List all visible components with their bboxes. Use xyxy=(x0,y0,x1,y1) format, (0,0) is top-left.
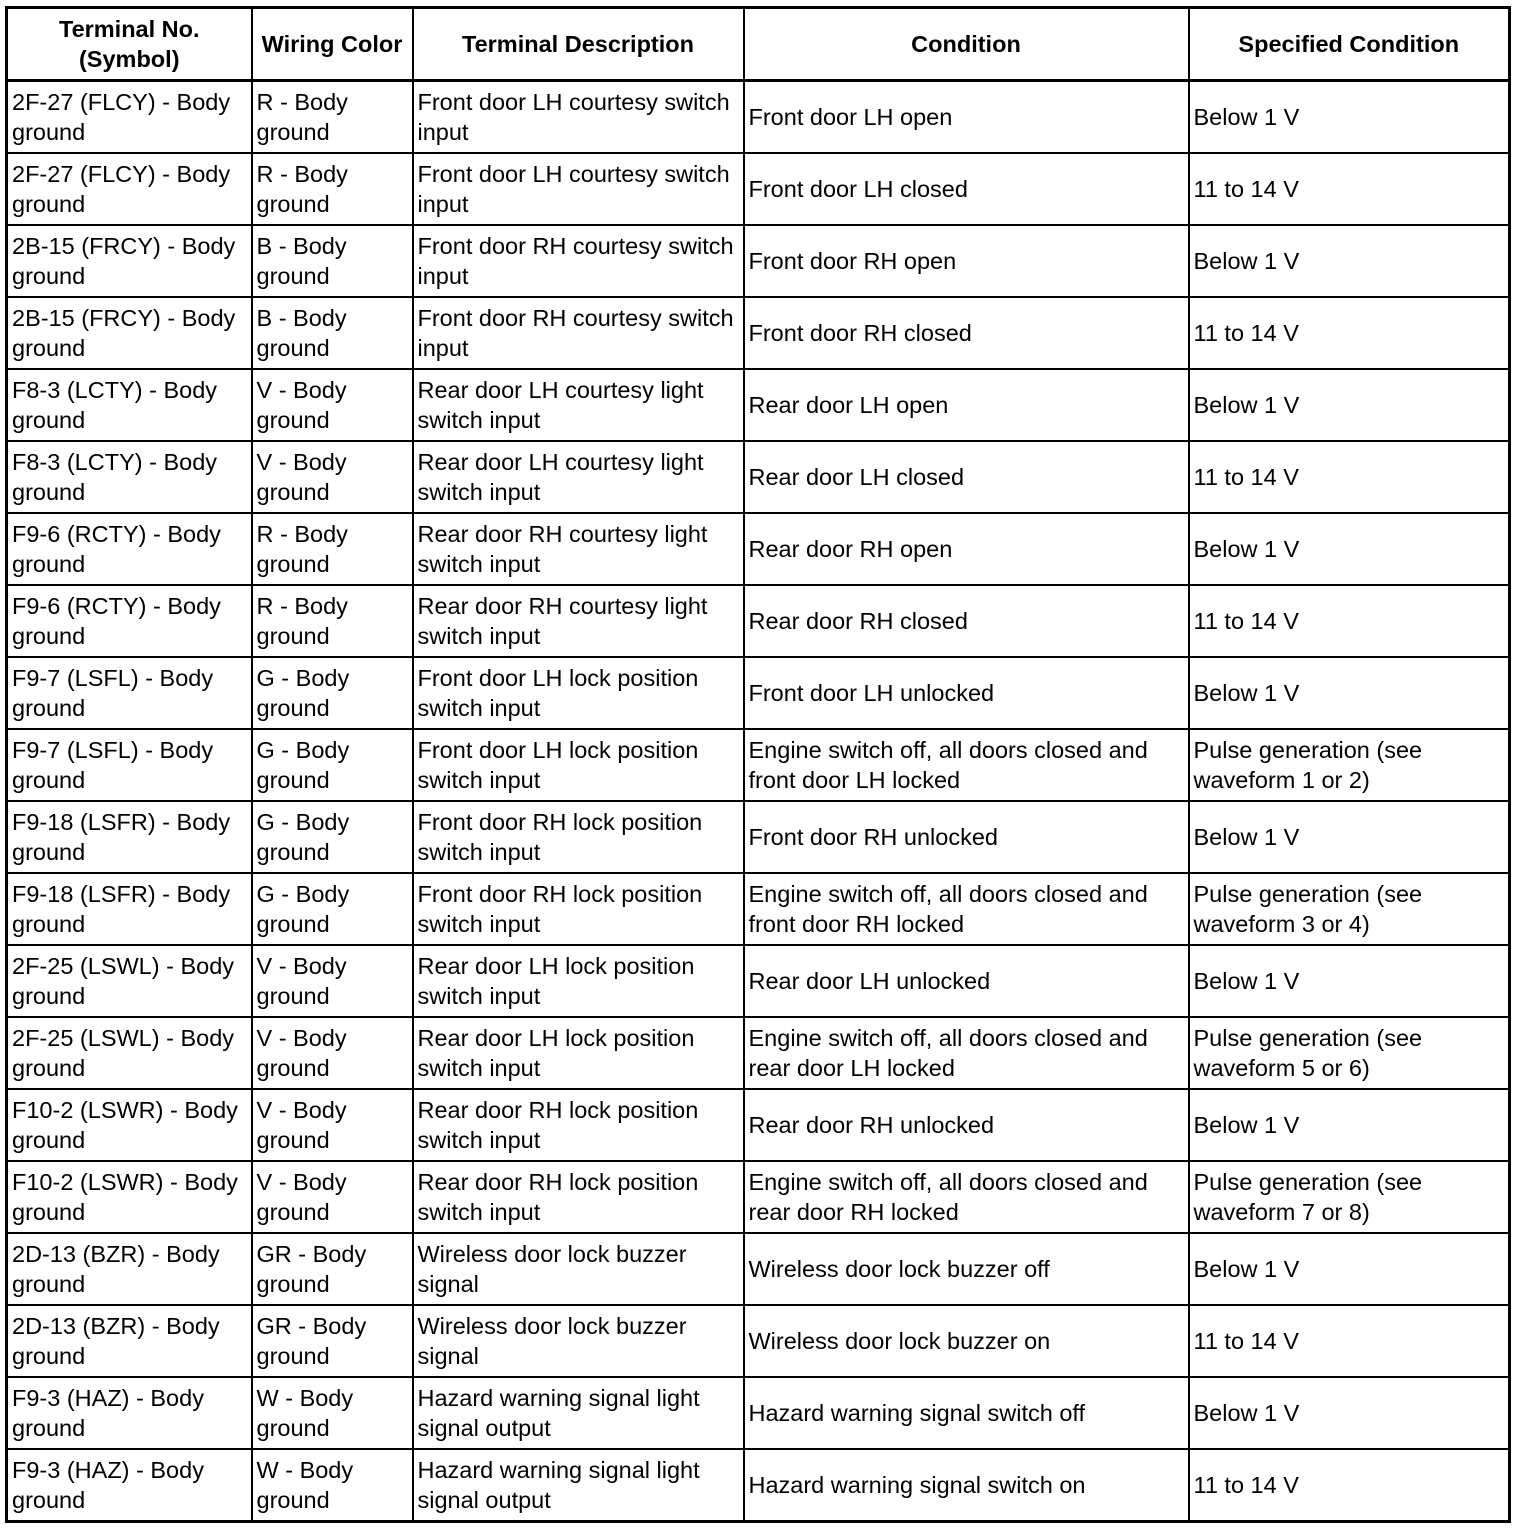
cell-specified: Below 1 V xyxy=(1189,225,1510,297)
cell-terminal: 2F-25 (LSWL) - Body ground xyxy=(7,945,252,1017)
cell-condition: Front door RH open xyxy=(744,225,1189,297)
cell-description: Rear door RH lock position switch input xyxy=(413,1089,744,1161)
cell-specified: Pulse generation (see waveform 7 or 8) xyxy=(1189,1161,1510,1233)
cell-terminal: F10-2 (LSWR) - Body ground xyxy=(7,1161,252,1233)
cell-description: Front door LH courtesy switch input xyxy=(413,81,744,154)
cell-condition: Front door RH closed xyxy=(744,297,1189,369)
cell-description: Rear door LH courtesy light switch input xyxy=(413,441,744,513)
table-row xyxy=(7,1089,1510,1161)
cell-terminal: F9-18 (LSFR) - Body ground xyxy=(7,873,252,945)
header-specified-condition: Specified Condition xyxy=(1189,8,1510,81)
cell-description: Front door RH courtesy switch input xyxy=(413,225,744,297)
cell-wiring-color: G - Body ground xyxy=(252,801,413,873)
cell-condition: Engine switch off, all doors closed and rear door RH locked xyxy=(744,1161,1189,1233)
table-row xyxy=(7,1449,1510,1522)
header-condition: Condition xyxy=(744,8,1189,81)
cell-specified: Below 1 V xyxy=(1189,513,1510,585)
cell-wiring-color: V - Body ground xyxy=(252,1161,413,1233)
cell-specified: 11 to 14 V xyxy=(1189,153,1510,225)
cell-specified: Below 1 V xyxy=(1189,657,1510,729)
cell-specified: 11 to 14 V xyxy=(1189,441,1510,513)
cell-terminal: F9-3 (HAZ) - Body ground xyxy=(7,1449,252,1522)
cell-wiring-color: GR - Body ground xyxy=(252,1233,413,1305)
cell-description: Front door LH lock position switch input xyxy=(413,729,744,801)
cell-specified: Below 1 V xyxy=(1189,801,1510,873)
header-wiring-color: Wiring Color xyxy=(252,8,413,81)
table-row xyxy=(7,1233,1510,1305)
cell-specified: Below 1 V xyxy=(1189,945,1510,1017)
header-terminal-no: Terminal No. (Symbol) xyxy=(7,8,252,81)
cell-specified: Below 1 V xyxy=(1189,1377,1510,1449)
cell-description: Rear door RH lock position switch input xyxy=(413,1161,744,1233)
cell-description: Hazard warning signal light signal output xyxy=(413,1449,744,1522)
cell-terminal: F9-7 (LSFL) - Body ground xyxy=(7,729,252,801)
cell-terminal: 2D-13 (BZR) - Body ground xyxy=(7,1305,252,1377)
table-body xyxy=(7,81,1510,1522)
table-row xyxy=(7,801,1510,873)
table-row xyxy=(7,369,1510,441)
cell-condition: Front door LH unlocked xyxy=(744,657,1189,729)
table-row xyxy=(7,297,1510,369)
cell-description: Rear door RH courtesy light switch input xyxy=(413,513,744,585)
table-row xyxy=(7,81,1510,154)
cell-terminal: F9-7 (LSFL) - Body ground xyxy=(7,657,252,729)
table-row xyxy=(7,513,1510,585)
header-row xyxy=(7,8,1510,81)
terminal-inspection-table xyxy=(5,6,1511,1523)
cell-description: Front door RH courtesy switch input xyxy=(413,297,744,369)
cell-wiring-color: R - Body ground xyxy=(252,585,413,657)
cell-terminal: F10-2 (LSWR) - Body ground xyxy=(7,1089,252,1161)
table-row xyxy=(7,873,1510,945)
cell-description: Hazard warning signal light signal output xyxy=(413,1377,744,1449)
cell-condition: Engine switch off, all doors closed and rear door LH locked xyxy=(744,1017,1189,1089)
cell-terminal: 2F-27 (FLCY) - Body ground xyxy=(7,81,252,154)
cell-condition: Front door LH closed xyxy=(744,153,1189,225)
header-terminal-description: Terminal Description xyxy=(413,8,744,81)
cell-description: Front door LH courtesy switch input xyxy=(413,153,744,225)
cell-specified: 11 to 14 V xyxy=(1189,297,1510,369)
cell-description: Rear door RH courtesy light switch input xyxy=(413,585,744,657)
cell-condition: Hazard warning signal switch on xyxy=(744,1449,1189,1522)
table-row xyxy=(7,1017,1510,1089)
cell-terminal: 2B-15 (FRCY) - Body ground xyxy=(7,225,252,297)
cell-wiring-color: V - Body ground xyxy=(252,1017,413,1089)
cell-specified: Below 1 V xyxy=(1189,369,1510,441)
cell-wiring-color: W - Body ground xyxy=(252,1377,413,1449)
cell-wiring-color: G - Body ground xyxy=(252,873,413,945)
cell-condition: Rear door LH unlocked xyxy=(744,945,1189,1017)
cell-condition: Rear door RH unlocked xyxy=(744,1089,1189,1161)
cell-wiring-color: V - Body ground xyxy=(252,1089,413,1161)
cell-terminal: 2F-25 (LSWL) - Body ground xyxy=(7,1017,252,1089)
cell-terminal: F9-6 (RCTY) - Body ground xyxy=(7,513,252,585)
table-row xyxy=(7,1161,1510,1233)
cell-condition: Rear door LH closed xyxy=(744,441,1189,513)
cell-terminal: 2B-15 (FRCY) - Body ground xyxy=(7,297,252,369)
cell-wiring-color: G - Body ground xyxy=(252,729,413,801)
cell-wiring-color: V - Body ground xyxy=(252,441,413,513)
cell-terminal: 2D-13 (BZR) - Body ground xyxy=(7,1233,252,1305)
cell-terminal: F9-18 (LSFR) - Body ground xyxy=(7,801,252,873)
table-row xyxy=(7,153,1510,225)
table-row xyxy=(7,1305,1510,1377)
cell-wiring-color: R - Body ground xyxy=(252,153,413,225)
cell-description: Wireless door lock buzzer signal xyxy=(413,1233,744,1305)
table-row xyxy=(7,729,1510,801)
cell-specified: Below 1 V xyxy=(1189,1233,1510,1305)
cell-specified: Below 1 V xyxy=(1189,1089,1510,1161)
cell-specified: Pulse generation (see waveform 3 or 4) xyxy=(1189,873,1510,945)
cell-wiring-color: R - Body ground xyxy=(252,81,413,154)
cell-condition: Rear door RH open xyxy=(744,513,1189,585)
table-row xyxy=(7,225,1510,297)
cell-terminal: F8-3 (LCTY) - Body ground xyxy=(7,441,252,513)
cell-description: Rear door LH courtesy light switch input xyxy=(413,369,744,441)
cell-wiring-color: R - Body ground xyxy=(252,513,413,585)
cell-condition: Wireless door lock buzzer on xyxy=(744,1305,1189,1377)
cell-specified: Pulse generation (see waveform 1 or 2) xyxy=(1189,729,1510,801)
table-row xyxy=(7,1377,1510,1449)
cell-wiring-color: W - Body ground xyxy=(252,1449,413,1522)
cell-wiring-color: G - Body ground xyxy=(252,657,413,729)
cell-wiring-color: B - Body ground xyxy=(252,297,413,369)
cell-wiring-color: V - Body ground xyxy=(252,369,413,441)
cell-condition: Engine switch off, all doors closed and front door LH locked xyxy=(744,729,1189,801)
cell-specified: 11 to 14 V xyxy=(1189,585,1510,657)
cell-specified: Below 1 V xyxy=(1189,81,1510,154)
cell-terminal: F9-3 (HAZ) - Body ground xyxy=(7,1377,252,1449)
table-row xyxy=(7,441,1510,513)
cell-description: Front door RH lock position switch input xyxy=(413,801,744,873)
cell-description: Rear door LH lock position switch input xyxy=(413,1017,744,1089)
cell-condition: Rear door LH open xyxy=(744,369,1189,441)
table-row xyxy=(7,585,1510,657)
cell-specified: Pulse generation (see waveform 5 or 6) xyxy=(1189,1017,1510,1089)
cell-wiring-color: V - Body ground xyxy=(252,945,413,1017)
table-header xyxy=(7,8,1510,81)
cell-terminal: 2F-27 (FLCY) - Body ground xyxy=(7,153,252,225)
cell-condition: Rear door RH closed xyxy=(744,585,1189,657)
table-row xyxy=(7,945,1510,1017)
cell-description: Wireless door lock buzzer signal xyxy=(413,1305,744,1377)
cell-condition: Hazard warning signal switch off xyxy=(744,1377,1189,1449)
cell-wiring-color: GR - Body ground xyxy=(252,1305,413,1377)
cell-terminal: F9-6 (RCTY) - Body ground xyxy=(7,585,252,657)
cell-specified: 11 to 14 V xyxy=(1189,1449,1510,1522)
cell-specified: 11 to 14 V xyxy=(1189,1305,1510,1377)
cell-condition: Front door LH open xyxy=(744,81,1189,154)
cell-terminal: F8-3 (LCTY) - Body ground xyxy=(7,369,252,441)
cell-condition: Wireless door lock buzzer off xyxy=(744,1233,1189,1305)
cell-description: Front door LH lock position switch input xyxy=(413,657,744,729)
table-row xyxy=(7,657,1510,729)
cell-wiring-color: B - Body ground xyxy=(252,225,413,297)
cell-condition: Engine switch off, all doors closed and front door RH locked xyxy=(744,873,1189,945)
cell-description: Front door RH lock position switch input xyxy=(413,873,744,945)
cell-description: Rear door LH lock position switch input xyxy=(413,945,744,1017)
cell-condition: Front door RH unlocked xyxy=(744,801,1189,873)
